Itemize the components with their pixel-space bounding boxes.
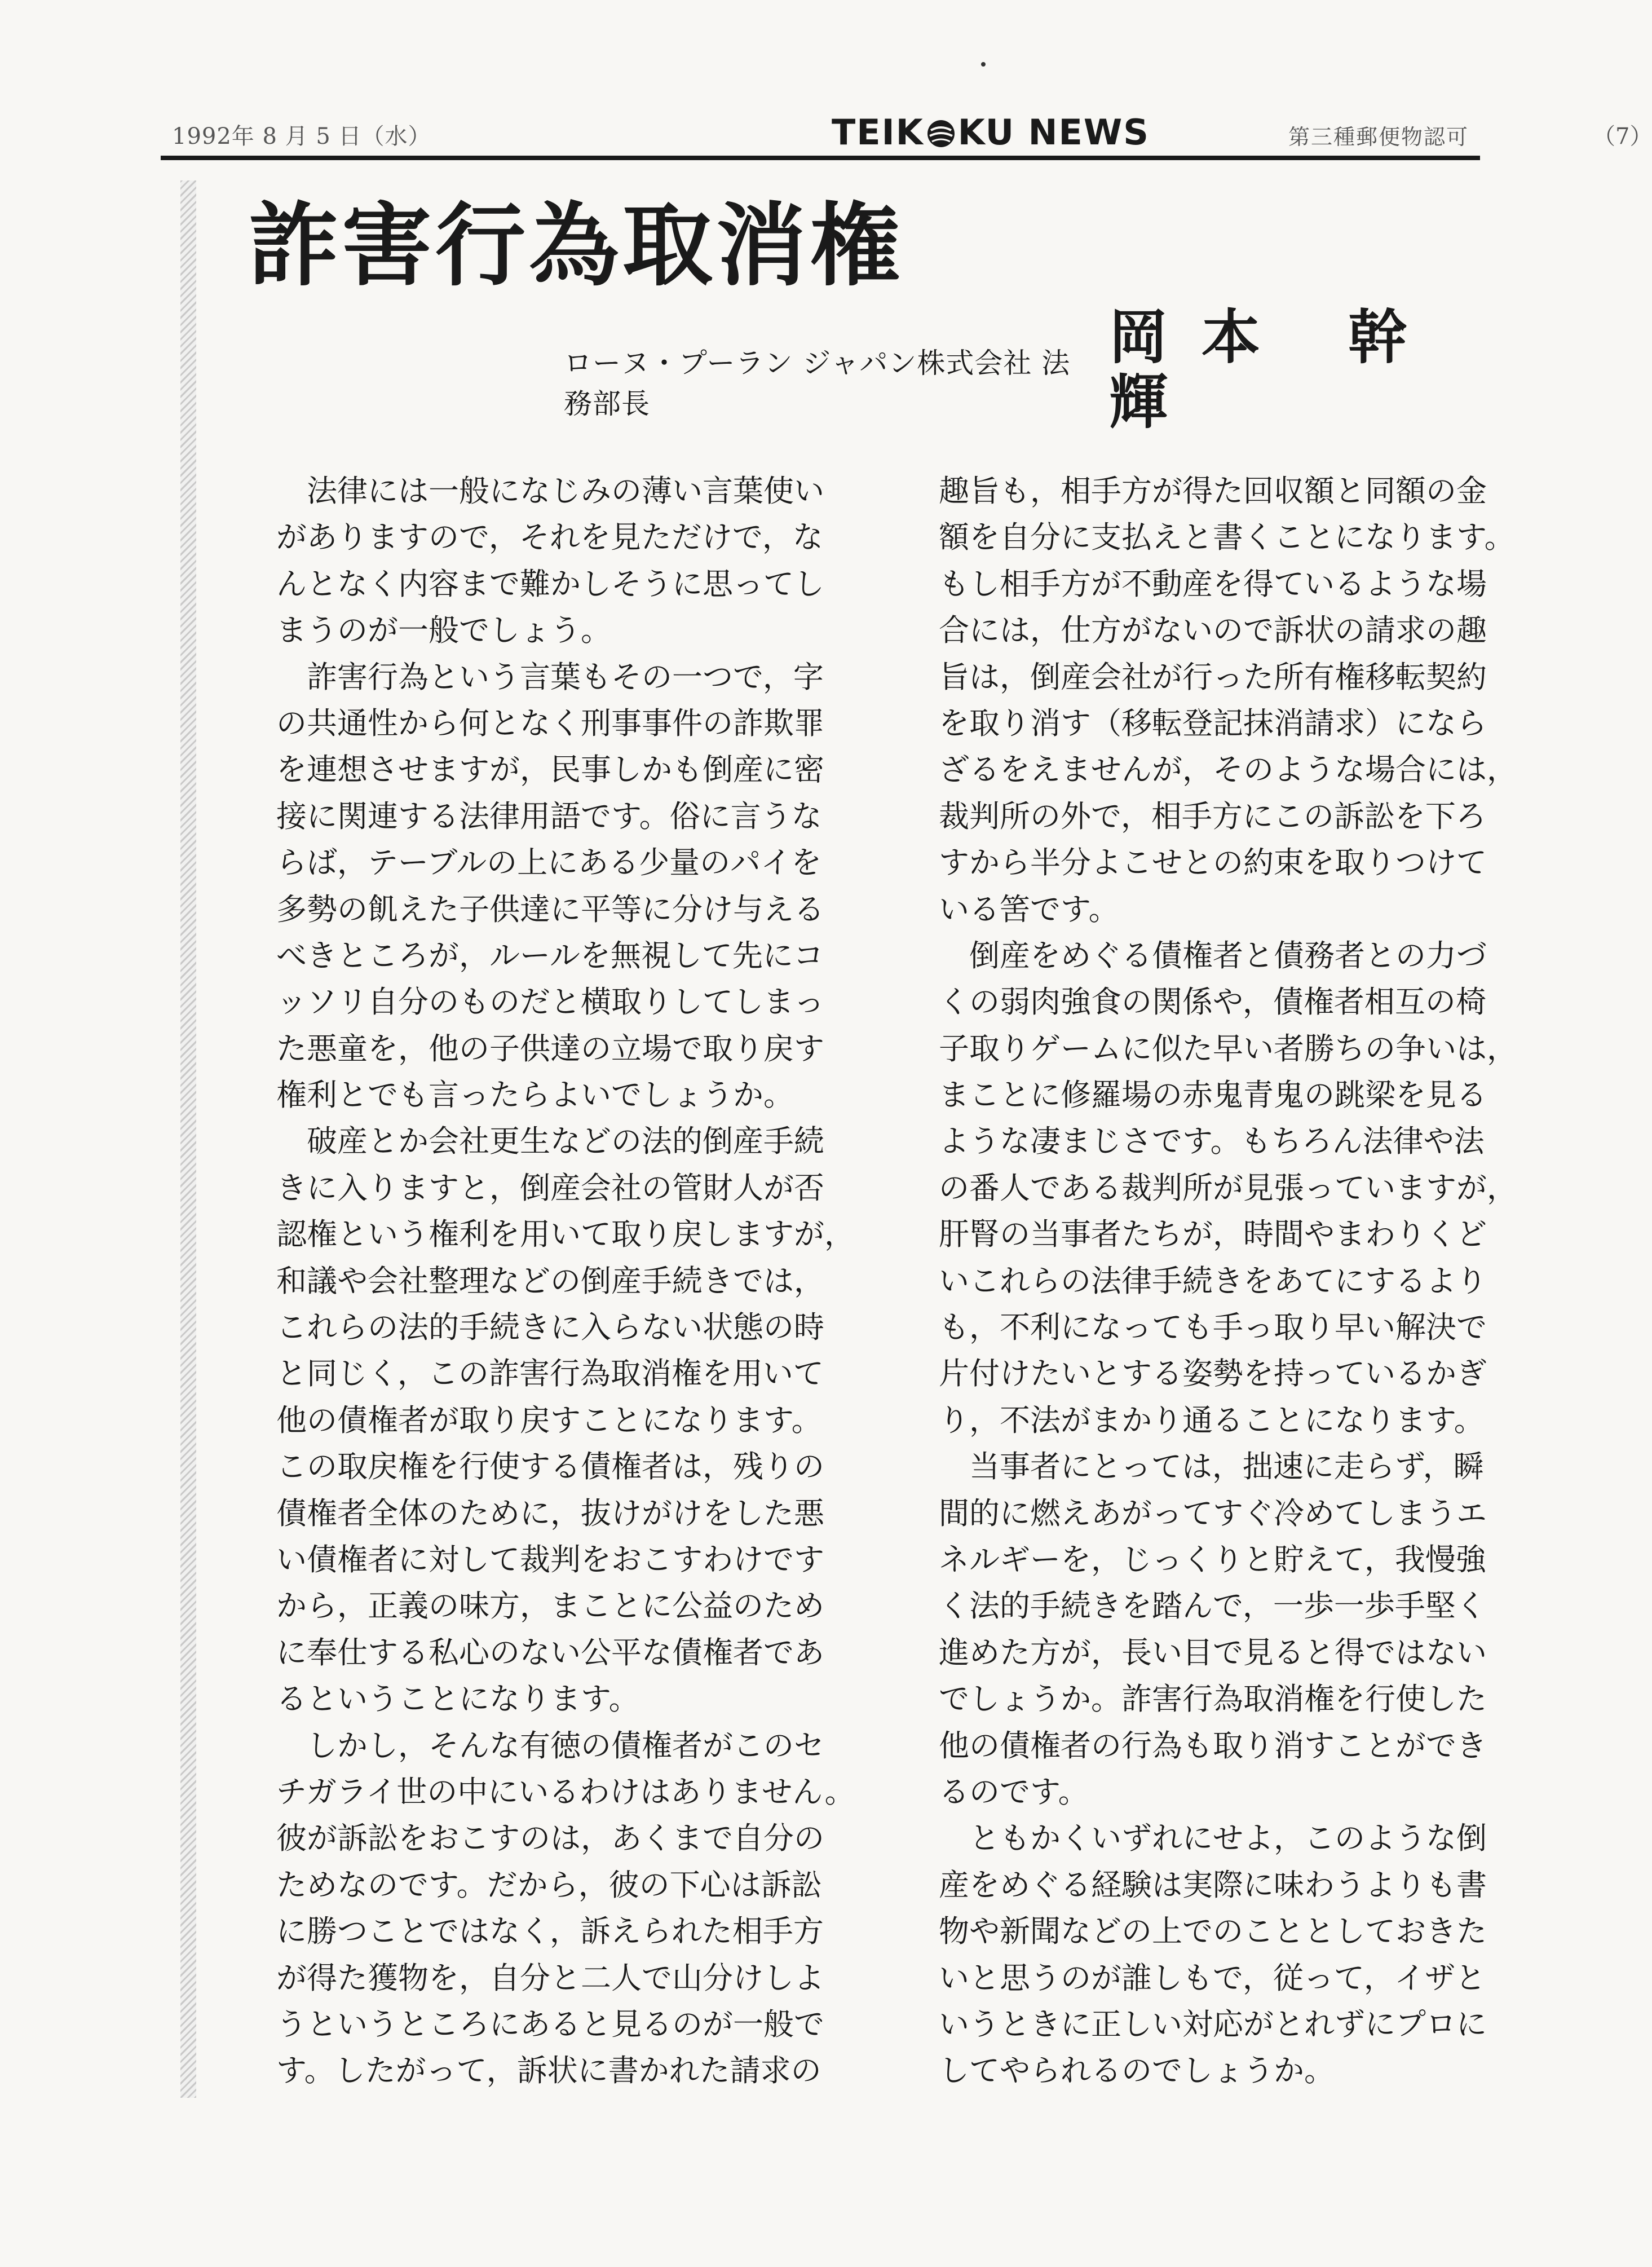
text-line: 肝腎の当事者たちが，時間やまわりくど <box>939 1216 1487 1252</box>
issue-date: 1992年 8 月 5 日（水） <box>172 124 431 149</box>
text-line: るということになります。 <box>276 1681 639 1717</box>
text-line: 趣旨も，相手方が得た回収額と同額の金 <box>939 473 1487 509</box>
page-number: （7） <box>1593 124 1652 149</box>
text-line: これらの法的手続きに入らない状態の時 <box>276 1309 824 1346</box>
brand-text-part1: TEIK <box>832 112 924 153</box>
text-line: がありますので，それを見ただけで，な <box>276 519 823 555</box>
globe-logo-icon <box>925 117 957 148</box>
text-line: から，正義の味方，まことに公益のため <box>276 1588 824 1624</box>
page-header <box>161 107 1652 164</box>
text-line: 他の債権者が取り戻すことになります。 <box>276 1402 822 1438</box>
text-line: いこれらの法律手続きをあてにするより <box>939 1263 1487 1299</box>
text-line: 裁判所の外で，相手方にこの訴訟を下ろ <box>939 798 1486 834</box>
text-line: 合には，仕方がないので訴状の請求の趣 <box>939 612 1487 649</box>
text-line: ざるをえませんが，そのような場合には， <box>939 752 1517 788</box>
text-line: ともかくいずれにせよ，このような倒 <box>939 1820 1487 1856</box>
text-line: ッソリ自分のものだと横取りしてしまっ <box>276 984 824 1020</box>
text-line: んとなく内容まで難かしそうに思ってし <box>276 566 824 602</box>
byline <box>564 302 1488 436</box>
text-line: べきところが，ルールを無視して先にコ <box>276 937 824 973</box>
text-line: うというところにあると見るのが一般で <box>276 2006 824 2042</box>
text-line: すから半分よこせとの約束を取りつけて <box>939 845 1487 881</box>
text-line: も，不利になっても手っ取り早い解決で <box>939 1309 1487 1346</box>
text-line: ような凄まじさです。もちろん法律や法 <box>939 1123 1485 1159</box>
text-line: 多勢の飢えた子供達に平等に分け与える <box>276 891 824 927</box>
text-line: 産をめぐる経験は実際に味わうよりも書 <box>939 1867 1487 1903</box>
text-line: 債権者全体のために，抜けがけをした悪 <box>276 1495 824 1531</box>
text-line: を連想させますが，民事しかも倒産に密 <box>276 752 824 788</box>
text-line: くの弱肉強食の関係や，債権者相互の椅 <box>939 984 1486 1020</box>
text-line: 和議や会社整理などの倒産手続きでは， <box>276 1263 824 1299</box>
text-line: た悪童を，他の子供達の立場で取り戻す <box>276 1030 824 1066</box>
text-line: 旨は，倒産会社が行った所有権移転契約 <box>939 659 1487 695</box>
text-line: でしょうか。詐害行為取消権を行使した <box>939 1681 1487 1717</box>
text-line: 権利とでも言ったらよいでしょうか。 <box>276 1077 794 1113</box>
author-name: 岡本 幹輝 <box>1108 302 1441 436</box>
text-line: 片付けたいとする姿勢を持っているかぎ <box>939 1356 1487 1392</box>
text-line: 進めた方が，長い目で見ると得ではない <box>939 1634 1487 1670</box>
text-line: しかし，そんな有徳の債権者がこのセ <box>276 1727 824 1763</box>
text-line: るのです。 <box>939 1774 1089 1810</box>
text-line: 認権という権利を用いて取り戻しますが， <box>276 1216 855 1252</box>
text-line: チガライ世の中にいるわけはありません。 <box>276 1774 855 1810</box>
text-line: り，不法がまかり通ることになります。 <box>939 1402 1485 1438</box>
text-line: 詐害行為という言葉もその一つで，字 <box>276 659 824 695</box>
text-line: 法律には一般になじみの薄い言葉使い <box>276 473 824 509</box>
text-line: ネルギーを，じっくりと貯えて，我慢強 <box>939 1541 1486 1577</box>
text-line: ためなのです。だから，彼の下心は訴訟 <box>276 1867 822 1903</box>
body-column-left <box>276 468 855 2094</box>
text-line: この取戻権を行使する債権者は，残りの <box>276 1449 824 1485</box>
text-line: まうのが一般でしょう。 <box>276 612 611 649</box>
text-line: 額を自分に支払えと書くことになります。 <box>939 519 1515 555</box>
text-line: いうときに正しい対応がとれずにプロに <box>939 2006 1487 2042</box>
speck-mark <box>981 62 986 67</box>
author-affiliation: ローヌ・プーラン ジャパン株式会社 法務部長 <box>564 347 1071 420</box>
article-title: 詐害行為取消権 <box>248 192 904 298</box>
header-rule <box>161 156 1480 160</box>
text-line: 間的に燃えあがってすぐ冷めてしまうエ <box>939 1495 1487 1531</box>
text-line: 接に関連する法律用語です。俗に言うな <box>276 798 822 834</box>
text-line: を取り消す（移転登記抹消請求）になら <box>939 705 1487 741</box>
publication-name <box>832 112 1150 153</box>
brand-text-part2: KU NEWS <box>957 112 1150 153</box>
text-line: の共通性から何となく刑事事件の詐欺罪 <box>276 705 824 741</box>
text-line: 当事者にとっては，拙速に走らず，瞬 <box>939 1449 1484 1485</box>
text-line: に勝つことではなく，訴えられた相手方 <box>276 1913 824 1950</box>
text-line: に奉仕する私心のない公平な債権者であ <box>276 1634 824 1670</box>
text-line: 倒産をめぐる債権者と債務者との力づ <box>939 937 1487 973</box>
text-line: と同じく，この詐害行為取消権を用いて <box>276 1356 824 1392</box>
postal-permit: 第三種郵便物認可 <box>1288 125 1469 149</box>
body-column-right <box>939 468 1517 2094</box>
text-line: らば，テーブルの上にある少量のパイを <box>276 845 822 881</box>
text-line: いる筈です。 <box>939 891 1119 927</box>
text-line: まことに修羅場の赤鬼青鬼の跳梁を見る <box>939 1077 1487 1113</box>
decorative-hatched-bar <box>180 180 196 2098</box>
text-line: してやられるのでしょうか。 <box>939 2053 1335 2089</box>
text-line: 彼が訴訟をおこすのは，あくまで自分の <box>276 1820 824 1856</box>
text-line: す。したがって，訴状に書かれた請求の <box>276 2053 821 2089</box>
text-line: 物や新聞などの上でのこととしておきた <box>939 1913 1487 1950</box>
text-line: きに入りますと，倒産会社の管財人が否 <box>276 1170 824 1206</box>
text-line: く法的手続きを踏んで，一歩一歩手堅く <box>939 1588 1486 1624</box>
text-line: 破産とか会社更生などの法的倒産手続 <box>276 1123 824 1159</box>
text-line: の番人である裁判所が見張っていますが， <box>939 1170 1517 1206</box>
text-line: が得た獲物を，自分と二人で山分けしよ <box>276 1960 824 1996</box>
text-line: もし相手方が不動産を得ているような場 <box>939 566 1487 602</box>
text-line: いと思うのが誰しもで，従って，イザと <box>939 1960 1486 1996</box>
text-line: 他の債権者の行為も取り消すことができ <box>939 1727 1487 1763</box>
text-line: い債権者に対して裁判をおこすわけです <box>276 1541 824 1577</box>
text-line: 子取りゲームに似た早い者勝ちの争いは， <box>939 1030 1517 1066</box>
